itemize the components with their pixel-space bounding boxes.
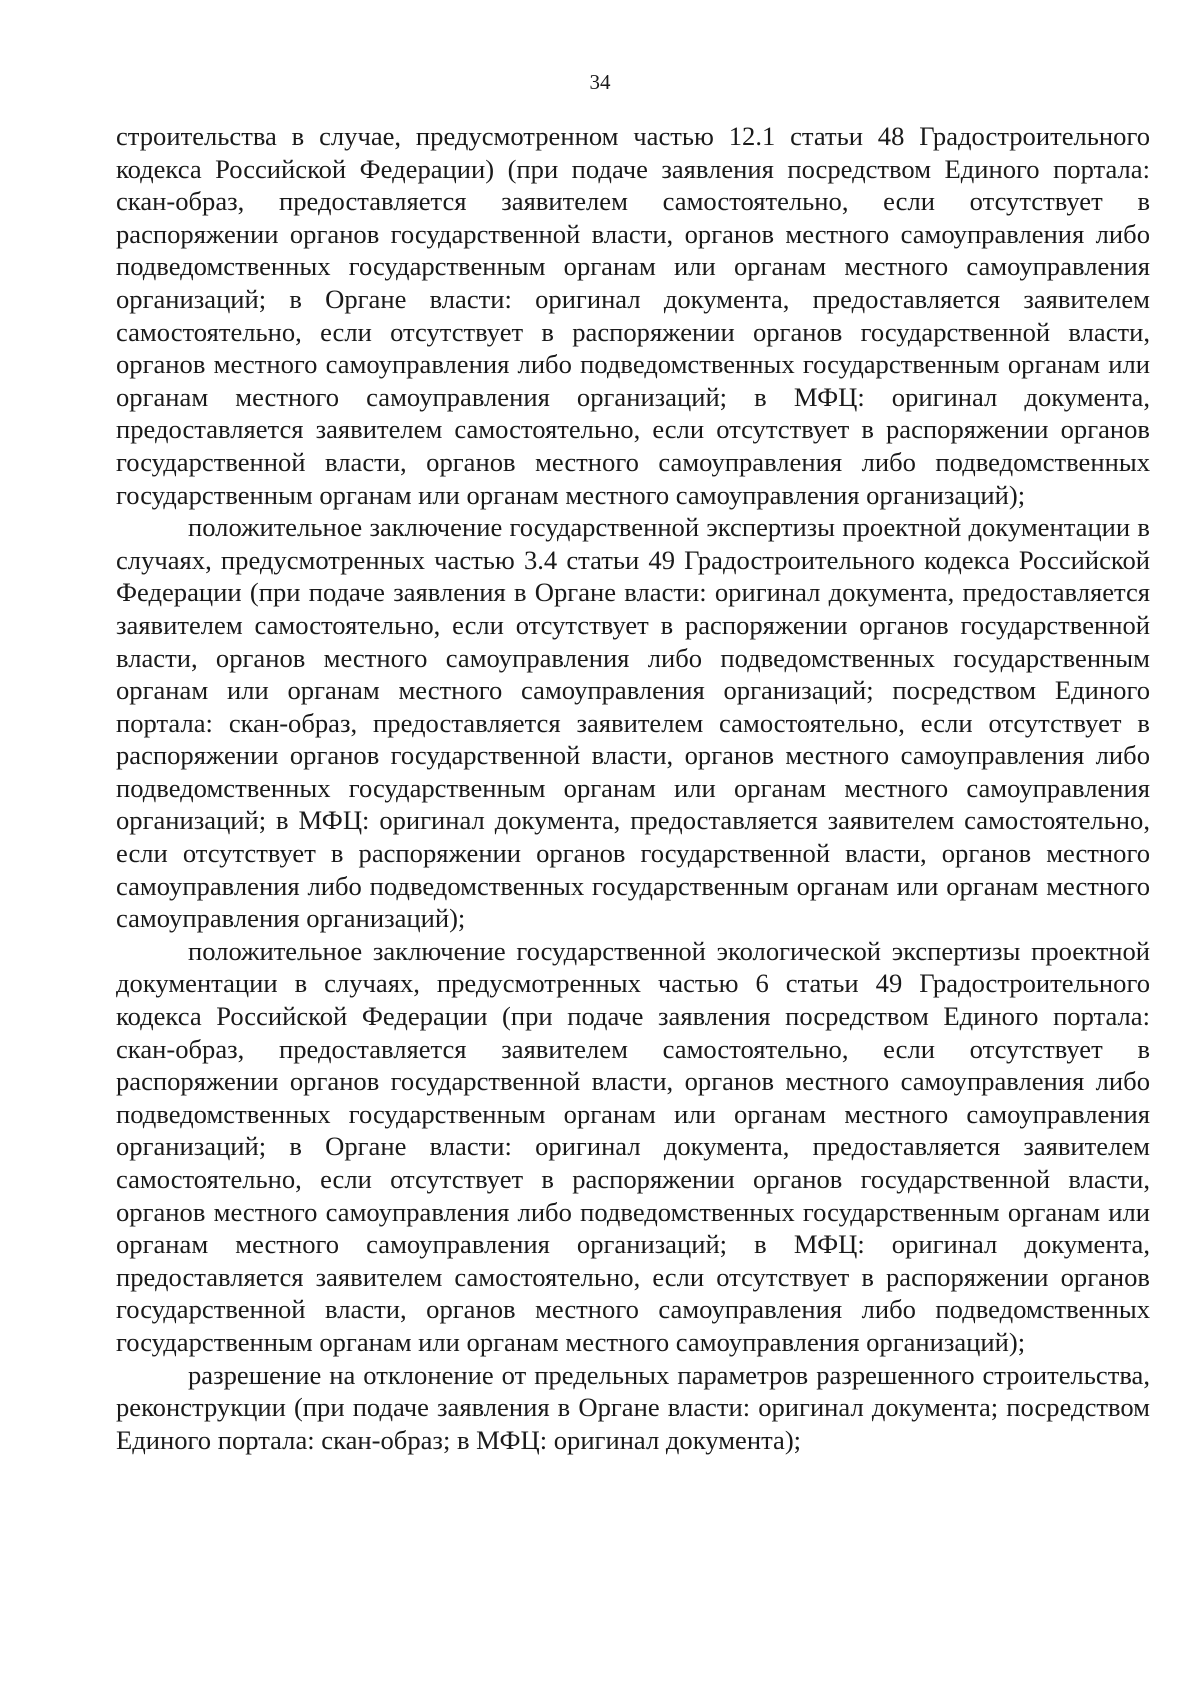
document-body [116, 120, 1150, 1456]
page-number: 34 [589, 70, 611, 94]
paragraph-ecological-expertise-conclusion: положительное заключение государственной экологической экспертизы проектной документации в случаях, предусмотренных частью 6 статьи 49 Градостроительного кодекса Российской Федерации (при подаче заявления посредством Единого портала: скан-образ, предоставляется заявителем самостоятельно, если отсутствует в распоряжении органов государственной власти, органов местного самоуправления либо подведомственных государственным органам или органам местного самоуправления организаций; в Органе власти: оригинал документа, предоставляется заявителем самостоятельно, если отсутствует в распоряжении органов государственной власти, органов местного самоуправления либо подведомственных государственным органам или органам местного самоуправления организаций; в МФЦ: оригинал документа, предоставляется заявителем самостоятельно, если отсутствует в распоряжении органов государственной власти, органов местного самоуправления либо подведомственных государственным органам или органам местного самоуправления организаций); [116, 935, 1150, 1357]
paragraph-deviation-permit: разрешение на отклонение от предельных параметров разрешенного строительства, реконструкции (при подаче заявления в Органе власти: оригинал документа; посредством Единого портала: скан-образ; в МФЦ: оригинал документа); [116, 1359, 1150, 1455]
paragraph-continuation: строительства в случае, предусмотренном частью 12.1 статьи 48 Градостроительного кодекса Российской Федерации) (при подаче заявления посредством Единого портала: скан-образ, предоставляется заявителем самостоятельно, если отсутствует в распоряжении органов государственной власти, органов местного самоуправления либо подведомственных государственным органам или органам местного самоуправления организаций; в Органе власти: оригинал документа, предоставляется заявителем самостоятельно, если отсутствует в распоряжении органов государственной власти, органов местного самоуправления либо подведомственных государственным органам или органам местного самоуправления организаций; в МФЦ: оригинал документа, предоставляется заявителем самостоятельно, если отсутствует в распоряжении органов государственной власти, органов местного самоуправления либо подведомственных государственным органам или органам местного самоуправления организаций); [116, 121, 1150, 510]
paragraph-state-expertise-conclusion: положительное заключение государственной экспертизы проектной документации в случаях, предусмотренных частью 3.4 статьи 49 Градостроительного кодекса Российской Федерации (при подаче заявления в Органе власти: оригинал документа, предоставляется заявителем самостоятельно, если отсутствует в распоряжении органов государственной власти, органов местного самоуправления либо подведомственных государственным органам или органам местного самоуправления организаций; посредством Единого портала: скан-образ, предоставляется заявителем самостоятельно, если отсутствует в распоряжении органов государственной власти, органов местного самоуправления либо подведомственных государственным органам или органам местного самоуправления организаций; в МФЦ: оригинал документа, предоставляется заявителем самостоятельно, если отсутствует в распоряжении органов государственной власти, органов местного самоуправления либо подведомственных государственным органам или органам местного самоуправления организаций); [116, 512, 1150, 934]
